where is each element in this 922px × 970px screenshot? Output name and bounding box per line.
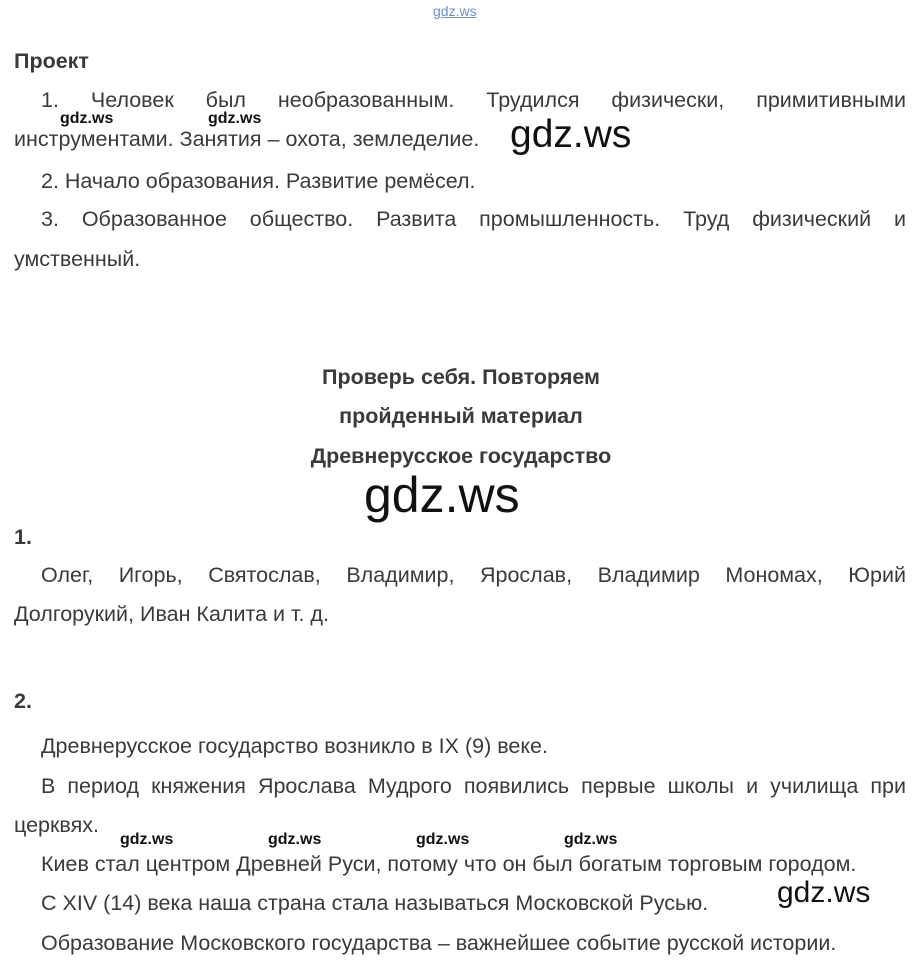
question-2-line-4: С XIV (14) века наша страна стала называться Московской Русью. <box>41 891 709 915</box>
question-2-line-2b: церквях. <box>14 813 99 837</box>
question-2-line-3: Киев стал центром Древней Руси, потому что он был богатым торговым городом. <box>41 852 857 876</box>
check-heading-line-2: пройденный материал <box>339 404 583 428</box>
project-item-1-line-1: 1. Человек был необразованным. Трудился физически, примитивными <box>41 88 906 112</box>
watermark-small-6: gdz.ws <box>564 831 618 848</box>
question-2-line-2a: В период княжения Ярослава Мудрого появились первые школы и училища при <box>41 774 906 798</box>
watermark-top: gdz.ws <box>433 3 477 19</box>
question-1-answer-line-2: Долгорукий, Иван Калита и т. д. <box>14 602 329 626</box>
question-2-line-1: Древнерусское государство возникло в IX (9) веке. <box>41 734 548 758</box>
project-item-3-line-1: 3. Образованное общество. Развита промышленность. Труд физический и <box>41 207 906 231</box>
watermark-small-4: gdz.ws <box>268 831 322 848</box>
check-heading-line-3: Древнерусское государство <box>310 444 612 468</box>
watermark-small-5: gdz.ws <box>416 831 470 848</box>
watermark-small-1: gdz.ws <box>60 110 114 127</box>
question-1-answer-line-1: Олег, Игорь, Святослав, Владимир, Ярослав, Владимир Мономах, Юрий <box>41 563 906 587</box>
project-item-2: 2. Начало образования. Развитие ремёсел. <box>41 169 476 193</box>
watermark-small-3: gdz.ws <box>120 831 174 848</box>
watermark-big: gdz.ws <box>364 467 520 523</box>
project-title: Проект <box>14 49 89 73</box>
project-item-1-line-2: инструментами. Занятия – охота, земледелие. <box>14 127 480 151</box>
question-2-line-5: Образование Московского государства – важнейшее событие русской истории. <box>41 931 837 955</box>
check-heading-line-1: Проверь себя. Повторяем <box>322 365 600 389</box>
question-2-number: 2. <box>14 689 32 713</box>
watermark-medium-1: gdz.ws <box>510 113 632 156</box>
question-1-number: 1. <box>14 525 32 549</box>
watermark-medium-2: gdz.ws <box>777 876 871 909</box>
watermark-small-2: gdz.ws <box>208 110 262 127</box>
project-item-3-line-2: умственный. <box>14 247 141 271</box>
